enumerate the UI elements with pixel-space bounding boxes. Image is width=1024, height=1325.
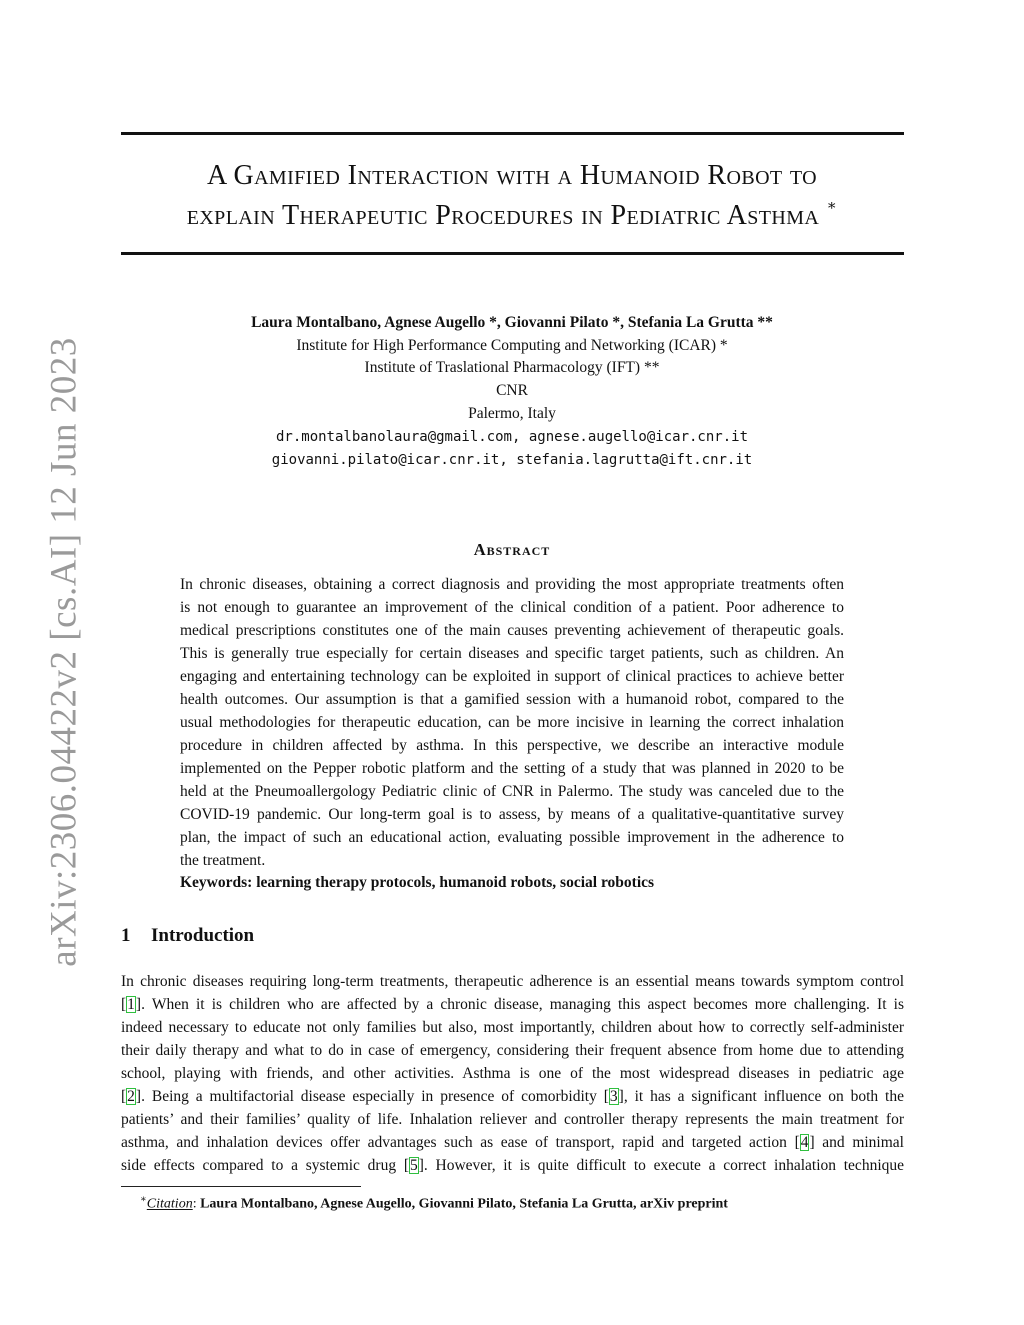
section-title: Introduction <box>151 925 255 946</box>
intro-text: asthma, and inhalation devices offer advantages such as ease of transport, rapid and targeted action <box>121 1134 795 1151</box>
paper-title-line-2 <box>110 197 914 231</box>
abstract-line: is not enough to guarantee an improvement of the clinical condition of a patient. Poor adherence to <box>180 599 844 616</box>
affiliation-4: Palermo, Italy <box>468 405 556 422</box>
affiliation-2: Institute of Traslational Pharmacology (IFT) ** <box>364 359 660 376</box>
abstract-line: held at the Pneumoallergology Pediatric clinic of CNR in Palermo. The study was canceled due to the <box>180 783 844 800</box>
abstract-line: In chronic diseases, obtaining a correct diagnosis and providing the most appropriate treatments often <box>180 576 844 593</box>
email-line-1[interactable]: dr.montalbanolaura@gmail.com, agnese.augello@icar.cnr.it <box>275 429 748 445</box>
abstract-line: usual methodologies for therapeutic education, can be more incisive in learning the correct inhalation <box>180 714 844 731</box>
title-top-rule <box>121 132 904 135</box>
citation-link[interactable]: 5 <box>409 1157 418 1174</box>
footnote-mark: ∗ <box>140 1194 147 1205</box>
title-line-1-text: A Gamified Interaction with a Humanoid Robot to <box>206 160 818 191</box>
intro-text: . When it is children who are affected by a chronic disease, managing this aspect becomes more challenging. It is <box>141 996 904 1013</box>
intro-line: asthma, and inhalation devices offer advantages such as ease of transport, rapid and targeted action [4] and minimal <box>121 1134 904 1151</box>
footnote-text: Laura Montalbano, Agnese Augello, Giovanni Pilato, Stefania La Grutta, arXiv preprint <box>200 1196 728 1212</box>
abstract-heading: Abstract <box>473 540 551 559</box>
title-footnote-mark[interactable]: ∗ <box>826 197 838 214</box>
intro-text: , it has a significant influence on both the <box>623 1088 904 1105</box>
intro-line: patients’ and their families’ quality of life. Inhalation reliever and controller therapy represents the main treatment for <box>121 1111 904 1128</box>
intro-text: . However, it is quite difficult to execute a correct inhalation technique <box>423 1157 905 1174</box>
paper-title-line-1 <box>110 162 914 190</box>
intro-line: [2]. Being a multifactorial disease especially in presence of comorbidity [3], it has a significant influence on both the <box>121 1088 904 1105</box>
intro-text: side effects compared to a systemic drug <box>121 1157 404 1174</box>
footnote-label: Citation <box>146 1196 193 1212</box>
intro-line: indeed necessary to educate not only families but also, most importantly, children about how to correctly self-administer <box>121 1019 904 1036</box>
email-line-2[interactable]: giovanni.pilato@icar.cnr.it, stefania.lagrutta@ift.cnr.it <box>271 452 753 468</box>
intro-text: . Being a multifactorial disease especially in presence of comorbidity <box>141 1088 604 1105</box>
arxiv-identifier-stamp: arXiv:2306.04422v2 [cs.AI] 12 Jun 2023 <box>43 337 85 967</box>
abstract-line: the treatment. <box>180 852 266 869</box>
abstract-line: implemented on the Pepper robotic platform and the setting of a study that was planned in 2020 to be <box>180 760 844 777</box>
citation-link[interactable]: 1 <box>127 996 135 1013</box>
intro-line: their daily therapy and what to do in case of emergency, considering their frequent absence from home due to attending <box>121 1042 904 1059</box>
footnote-separator: : <box>192 1196 201 1212</box>
footnote-rule <box>121 1186 361 1187</box>
intro-text: and minimal <box>814 1134 904 1151</box>
abstract-line: medical prescriptions constitutes one of the main causes preventing achievement of therapeutic goals. <box>180 622 844 639</box>
author-list: Laura Montalbano, Agnese Augello *, Giovanni Pilato *, Stefania La Grutta ** <box>251 314 773 331</box>
abstract-line: COVID-19 pandemic. Our long-term goal is to assess, by means of a qualitative-quantitative survey <box>180 806 844 823</box>
footnote <box>140 1190 728 1215</box>
abstract-line: plan, the impact of such an educational action, evaluating possible improvement in the adherence to <box>180 829 844 846</box>
citation-link[interactable]: 3 <box>609 1088 618 1105</box>
section-heading-introduction <box>121 925 254 947</box>
citation-link[interactable]: 2 <box>127 1088 135 1105</box>
abstract-line: engaging and entertaining technology can be exploited in support of clinical practices to achieve better <box>180 668 844 685</box>
intro-line: side effects compared to a systemic drug [5]. However, it is quite difficult to execute a correct inhalation technique <box>121 1157 905 1174</box>
abstract-line: health outcomes. Our assumption is that a gamified session with a humanoid robot, compared to the <box>180 691 844 708</box>
keywords: Keywords: learning therapy protocols, humanoid robots, social robotics <box>180 874 655 891</box>
affiliation-3: CNR <box>496 382 528 399</box>
section-number: 1 <box>121 925 131 946</box>
title-line-2-text: explain Therapeutic Procedures in Pediatric Asthma <box>186 200 820 231</box>
intro-line: In chronic diseases requiring long-term treatments, therapeutic adherence is an essential means towards symptom control <box>121 973 904 990</box>
abstract-line: procedure in children affected by asthma. In this perspective, we describe an interactive module <box>180 737 844 754</box>
intro-line: school, playing with friends, and other activities. Asthma is one of the most widespread diseases in pediatric age <box>121 1065 904 1082</box>
affiliation-1: Institute for High Performance Computing and Networking (ICAR) * <box>296 337 728 354</box>
title-bottom-rule <box>121 252 904 255</box>
citation-link[interactable]: 4 <box>800 1134 809 1151</box>
intro-line: [1]. When it is children who are affected by a chronic disease, managing this aspect becomes more challenging. It is <box>121 996 904 1013</box>
abstract-line: This is generally true especially for certain diseases and specific target patients, such as children. An <box>180 645 844 662</box>
